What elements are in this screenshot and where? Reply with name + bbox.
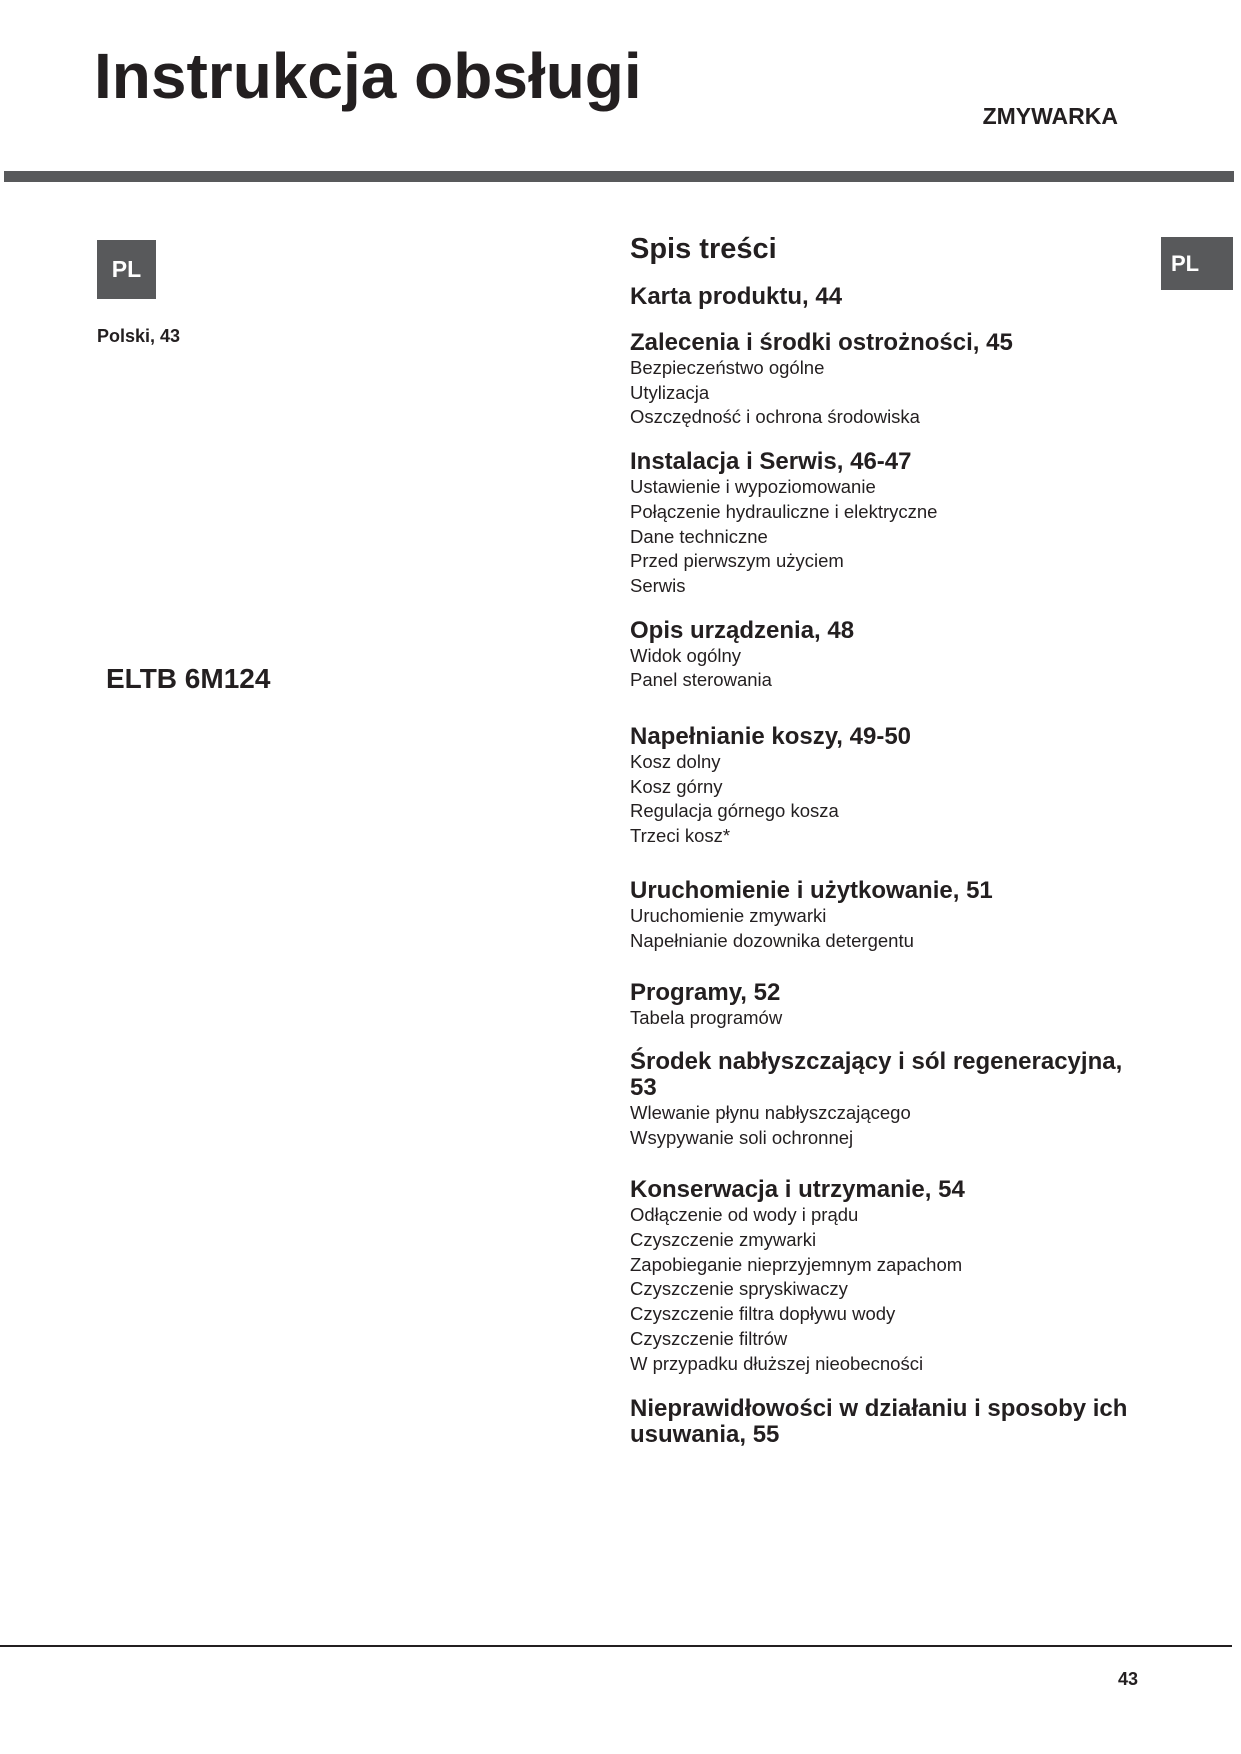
toc-heading[interactable]: Konserwacja i utrzymanie, 54	[630, 1176, 965, 1204]
toc-item: Odłączenie od wody i prądu	[630, 1204, 859, 1226]
toc-item: Uruchomienie zmywarki	[630, 904, 827, 926]
toc-section	[630, 1396, 1150, 1448]
toc-item: Czyszczenie filtrów	[630, 1327, 788, 1349]
model-name: ELTB 6M124	[106, 663, 271, 694]
toc-section	[630, 980, 1150, 1031]
language-tab: PL	[1161, 237, 1233, 290]
toc-item: Panel sterowania	[630, 669, 772, 691]
toc-section	[630, 618, 1150, 693]
toc-item: Tabela programów	[630, 1007, 783, 1029]
document-title: Instrukcja obsługi	[94, 40, 642, 112]
toc-heading[interactable]: Instalacja i Serwis, 46-47	[630, 448, 912, 476]
toc-item: Utylizacja	[630, 381, 710, 403]
toc-section	[630, 724, 1150, 849]
toc-item: Serwis	[630, 574, 686, 596]
toc-item: Bezpieczeństwo ogólne	[630, 357, 825, 378]
toc-heading[interactable]: Środek nabłyszczający i sól regeneracyjna, 53	[630, 1047, 1123, 1101]
toc-section	[630, 449, 1150, 599]
toc-heading[interactable]: Karta produktu, 44	[630, 283, 843, 310]
toc-item: Przed pierwszym użyciem	[630, 550, 844, 572]
toc-item: Trzeci kosz*	[630, 825, 731, 847]
toc-heading[interactable]: Opis urządzenia, 48	[630, 616, 855, 644]
toc-item: W przypadku dłuższej nieobecności	[630, 1352, 924, 1374]
toc-item: Kosz dolny	[630, 751, 721, 773]
toc-section	[630, 330, 1150, 430]
toc-section	[630, 1177, 1150, 1376]
table-of-contents	[630, 232, 1150, 1448]
toc-item: Widok ogólny	[630, 644, 742, 666]
toc-heading[interactable]: Programy, 52	[630, 979, 781, 1007]
toc-item: Zapobieganie nieprzyjemnym zapachom	[630, 1253, 963, 1275]
toc-section	[630, 284, 1150, 310]
toc-section	[630, 1049, 1150, 1150]
toc-item: Czyszczenie spryskiwaczy	[630, 1278, 848, 1300]
toc-item: Czyszczenie filtra dopływu wody	[630, 1303, 896, 1325]
toc-item: Ustawienie i wypoziomowanie	[630, 476, 876, 498]
toc-item: Połączenie hydrauliczne i elektryczne	[630, 500, 938, 522]
footer-divider	[0, 1645, 1232, 1647]
document-subtitle: ZMYWARKA	[982, 103, 1118, 129]
toc-section	[630, 878, 1150, 953]
toc-item: Oszczędność i ochrona środowiska	[630, 406, 920, 428]
toc-item: Kosz górny	[630, 775, 723, 797]
toc-item: Czyszczenie zmywarki	[630, 1229, 817, 1251]
toc-heading[interactable]: Napełnianie koszy, 49-50	[630, 723, 912, 751]
page-number: 43	[1118, 1669, 1139, 1689]
toc-item: Wlewanie płynu nabłyszczającego	[630, 1101, 911, 1123]
toc-item: Wsypywanie soli ochronnej	[630, 1126, 854, 1148]
toc-item: Regulacja górnego kosza	[630, 800, 839, 822]
language-section-link[interactable]: Polski, 43	[97, 326, 181, 346]
toc-heading[interactable]: Nieprawidłowości w działaniu i sposoby ich usuwania, 55	[630, 1395, 1128, 1449]
toc-title: Spis treści	[630, 233, 777, 265]
header-divider	[4, 171, 1234, 182]
toc-item: Napełnianie dozownika detergentu	[630, 929, 914, 951]
language-badge: PL	[97, 240, 156, 299]
toc-heading[interactable]: Uruchomienie i użytkowanie, 51	[630, 876, 993, 904]
toc-item: Dane techniczne	[630, 525, 768, 547]
toc-heading[interactable]: Zalecenia i środki ostrożności, 45	[630, 329, 1013, 356]
